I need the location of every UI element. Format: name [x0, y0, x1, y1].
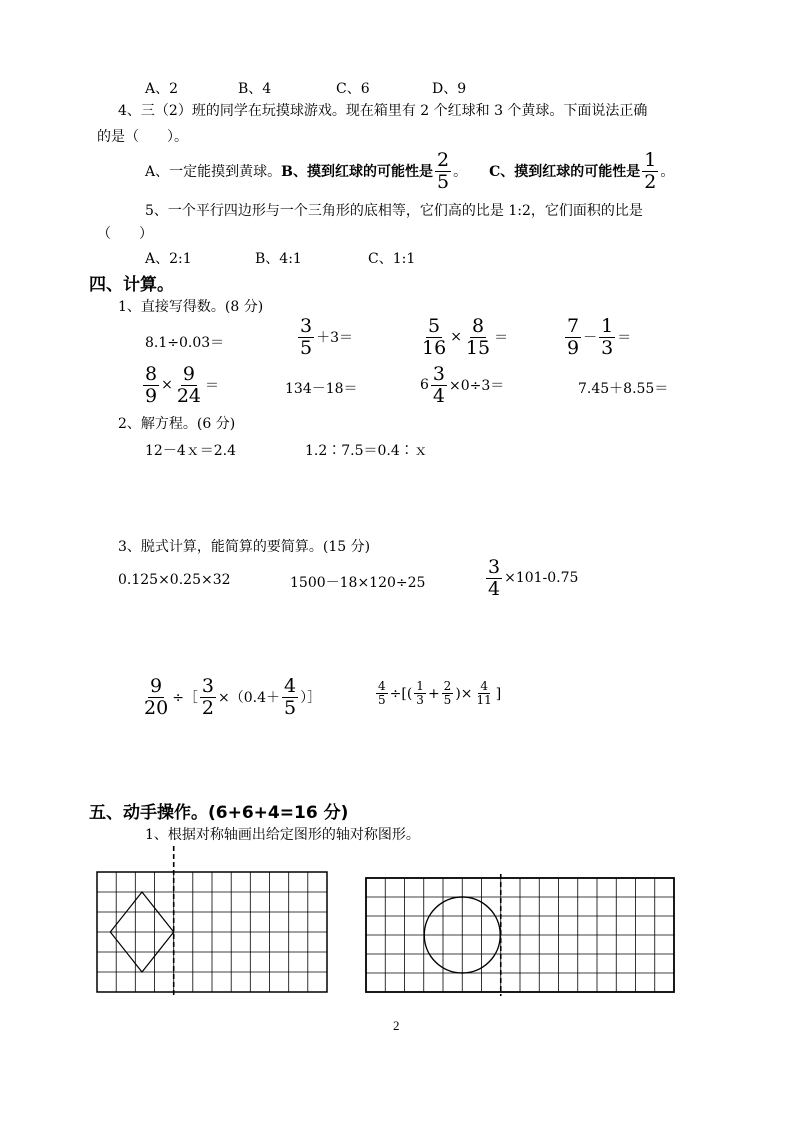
- calc-5: [374, 680, 501, 707]
- fraction: [298, 316, 314, 359]
- expr-tail: ×101-0.75: [504, 570, 579, 587]
- q4-option-b-fraction: [435, 150, 451, 193]
- expr-7: [420, 364, 504, 407]
- numerator: 4: [378, 679, 386, 693]
- section-4-title: 四、计算。: [89, 275, 174, 295]
- part-2-title: 2、解方程。(6 分): [118, 416, 236, 432]
- denominator: 2: [201, 696, 215, 719]
- operator: ×: [161, 377, 173, 394]
- fraction: [431, 364, 447, 407]
- grid-lines: [97, 872, 327, 992]
- fraction: [376, 680, 388, 707]
- q3-option-c: C、6: [336, 81, 370, 97]
- operator: ×（0.4＋: [218, 690, 281, 707]
- denominator: 4: [432, 384, 446, 407]
- fraction: [143, 364, 159, 407]
- part-1-title: 1、直接写得数。(8 分): [118, 299, 264, 315]
- denominator: 5: [284, 696, 297, 719]
- q5-stem-line1: 5、一个平行四边形与一个三角形的底相等，它们高的比是 1:2，它们面积的比是: [145, 203, 643, 219]
- q4-option-a: A、一定能摸到黄球。: [145, 164, 282, 181]
- expr-tail: ×0÷3＝: [449, 378, 505, 395]
- denominator: 3: [416, 693, 424, 708]
- operator: )×: [455, 685, 473, 702]
- symmetry-grid-diamond: [92, 846, 332, 998]
- fraction: [565, 316, 581, 359]
- denominator: 2: [644, 170, 657, 193]
- denominator: 4: [488, 577, 501, 600]
- expr-6: 134－18＝: [285, 381, 358, 397]
- fraction: [486, 557, 502, 600]
- denominator: 5: [436, 170, 450, 193]
- q4-option-b: [281, 161, 433, 181]
- operator: ÷［: [172, 690, 198, 707]
- operator: +: [427, 685, 440, 702]
- operator: ）］: [300, 690, 322, 707]
- equation-1: 12－4ｘ＝2.4: [145, 443, 236, 459]
- section-5-title: 五、动手操作。(6+6+4=16 分): [89, 803, 349, 823]
- q5-stem-line2: （ ）: [97, 226, 153, 242]
- expr-5: [141, 364, 219, 407]
- denominator: 15: [465, 336, 491, 359]
- calc-1: 0.125×0.25×32: [118, 572, 231, 588]
- numerator: 7: [567, 315, 580, 337]
- expr-8: 7.45＋8.55＝: [578, 381, 669, 397]
- calc-3: [484, 557, 578, 600]
- q4-option-b-text: B、摸到红球的可能性是: [281, 164, 433, 181]
- numerator: 3: [300, 315, 313, 337]
- calc-4: [140, 676, 321, 719]
- numerator: 9: [150, 675, 163, 697]
- operator: －: [583, 330, 598, 347]
- denominator: 5: [443, 693, 452, 708]
- numerator: 3: [488, 556, 501, 578]
- fraction: [420, 316, 448, 359]
- numerator: 4: [284, 675, 297, 697]
- numerator: 5: [428, 315, 441, 337]
- q4-stem-line1: 4、三（2）班的同学在玩摸球游戏。现在箱里有 2 个红球和 3 个黄球。下面说法正确: [118, 103, 648, 119]
- denominator: 20: [144, 696, 169, 719]
- expr-2: [296, 316, 353, 359]
- numerator: 8: [145, 363, 158, 385]
- part-1-title: 1、根据对称轴画出给定图形的轴对称图形。: [145, 827, 420, 843]
- denominator: 11: [476, 693, 492, 708]
- equation-2: 1.2∶7.5＝0.4∶ｘ: [305, 443, 428, 459]
- denominator: 3: [601, 336, 614, 359]
- numerator: 2: [443, 679, 452, 693]
- q3-option-b: B、4: [238, 81, 272, 97]
- numerator: 1: [416, 679, 424, 693]
- numerator: 3: [432, 363, 446, 385]
- fraction: [282, 676, 298, 719]
- expr-tail: ＝: [494, 330, 509, 347]
- numerator: 4: [480, 679, 488, 693]
- q4-option-c-end: 。: [660, 164, 675, 181]
- operator: ×: [450, 329, 462, 346]
- q3-option-a: A、2: [145, 81, 179, 97]
- q4-options: [145, 150, 674, 193]
- mixed-whole: 6: [420, 377, 429, 394]
- numerator: 2: [436, 149, 450, 171]
- fraction: [200, 676, 216, 719]
- expr-4: [563, 316, 631, 359]
- denominator: 24: [176, 384, 202, 407]
- expr-3: [418, 316, 508, 359]
- operator: ÷[(: [389, 685, 413, 702]
- denominator: 9: [145, 384, 158, 407]
- numerator: 1: [644, 149, 657, 171]
- fraction: [464, 316, 492, 359]
- numerator: 1: [601, 315, 614, 337]
- part-3-title: 3、脱式计算，能简算的要简算。(15 分): [118, 539, 371, 555]
- denominator: 9: [567, 336, 580, 359]
- fraction: [442, 680, 454, 707]
- fraction: [599, 316, 615, 359]
- grid-lines: [366, 878, 674, 992]
- q4-stem-line2: 的是（ ）。: [97, 129, 188, 145]
- denominator: 16: [422, 336, 447, 359]
- q3-option-d: D、9: [432, 81, 467, 97]
- expr-tail: ＝: [617, 330, 632, 347]
- calc-2: 1500－18×120÷25: [290, 575, 426, 591]
- expr-tail: ＝: [205, 378, 220, 395]
- q5-option-a: A、2:1: [145, 251, 192, 267]
- page-number: 2: [393, 1018, 400, 1033]
- q4-option-c: C、摸到红球的可能性是: [489, 164, 641, 181]
- fraction: [175, 364, 203, 407]
- fraction: [142, 676, 170, 719]
- operator: ]: [495, 685, 502, 702]
- numerator: 9: [182, 363, 195, 385]
- expr-tail: ＋3＝: [316, 330, 354, 347]
- fraction: [414, 680, 426, 707]
- q4-option-c-fraction: [642, 150, 658, 193]
- expr-1: 8.1÷0.03＝: [145, 335, 225, 351]
- fraction: [475, 680, 494, 707]
- q5-option-b: B、4:1: [255, 251, 302, 267]
- numerator: 8: [471, 315, 485, 337]
- symmetry-grid-circle: [362, 870, 678, 996]
- q5-option-c: C、1:1: [368, 251, 416, 267]
- denominator: 5: [378, 693, 386, 708]
- q4-option-b-end: 。: [453, 164, 468, 181]
- denominator: 5: [300, 336, 313, 359]
- numerator: 3: [201, 675, 215, 697]
